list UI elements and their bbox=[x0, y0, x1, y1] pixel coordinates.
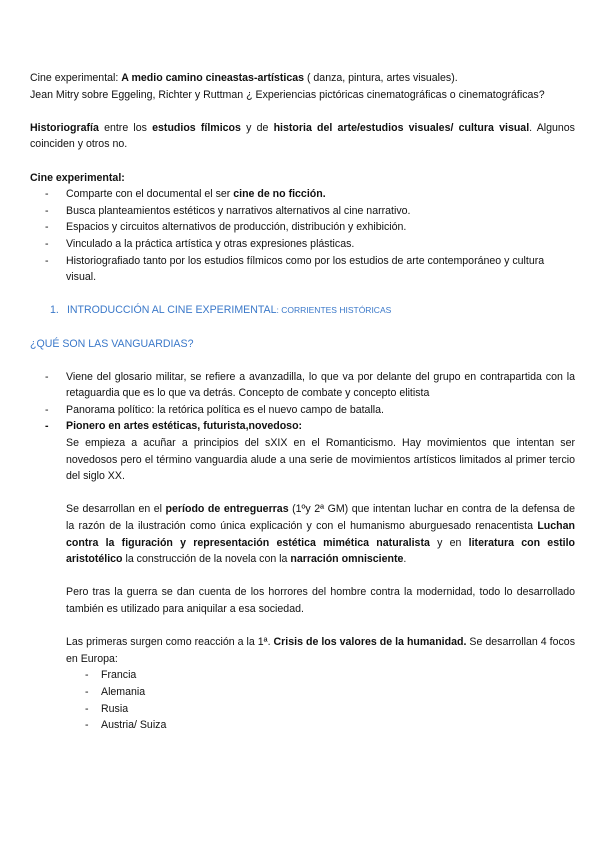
list-item: - Vinculado a la práctica artística y otras expresiones plásticas. bbox=[45, 237, 355, 250]
cine-experimental-list bbox=[30, 186, 575, 286]
list-item: - Austria/ Suiza bbox=[85, 719, 167, 732]
list-item: - Panorama político: la retórica política es el nuevo campo de batalla. bbox=[45, 403, 384, 416]
list-item: - Alemania bbox=[85, 685, 146, 698]
intro-line-2: Jean Mitry sobre Eggeling, Richter y Ruttman ¿ Experiencias pictóricas cinematográficas o cinematográficas? bbox=[30, 88, 545, 101]
document-page bbox=[30, 70, 575, 734]
vanguardias-paragraph-2: Se desarrollan en el período de entreguerras (1ºy 2ª GM) que intentan luchar en contra de la defensa de la razón de la ilustración como única explicación y con el humanismo aburguesado renacentista Luchan contra la figuración y representación estética mimética naturalista y en literatura con estilo aristotélico la construcción de la novela con la narración omnisciente. bbox=[66, 503, 575, 566]
vanguardias-heading: ¿QUÉ SON LAS VANGUARDIAS? bbox=[30, 337, 194, 350]
historiography-paragraph: Historiografía entre los estudios fílmicos y de historia del arte/estudios visuales/ cultura visual. Algunos coinciden y otros no. bbox=[30, 121, 575, 151]
focos-list bbox=[30, 667, 575, 733]
vanguardias-paragraph-3: Pero tras la guerra se dan cuenta de los horrores del hombre contra la modernidad, todo lo desarrollado también es utilizado para aniquilar a esa sociedad. bbox=[66, 586, 575, 615]
cine-experimental-heading: Cine experimental: bbox=[30, 171, 125, 184]
vanguardias-paragraph-1: Se empieza a acuñar a principios del sXIX en el Romanticismo. Hay movimientos que intentan ser novedosos pero el término vanguardia alude a una serie de movimientos artísticos limitados al primer tercio del siglo XX. bbox=[66, 437, 575, 483]
list-item: - Historiografiado tanto por los estudios fílmicos como por los estudios de arte contemporáneo y cultura visual. bbox=[45, 254, 545, 284]
intro-line-1: Cine experimental: A medio camino cineastas-artísticas ( danza, pintura, artes visuales). bbox=[30, 72, 458, 84]
list-item: - Francia bbox=[85, 669, 137, 682]
vanguardias-paragraph-4: Las primeras surgen como reacción a la 1ª. Crisis de los valores de la humanidad. Se desarrollan 4 focos en Europa: bbox=[66, 636, 575, 665]
vanguardias-list bbox=[30, 369, 575, 435]
list-item: - Viene del glosario militar, se refiere a avanzadilla, lo que va por delante del grupo en contrapartida con la retaguardia que es lo que va detrás. Concepto de combate y concepto elitista bbox=[45, 370, 575, 400]
list-item: - Comparte con el documental el ser cine de no ficción. bbox=[45, 188, 326, 201]
section-1-heading: 1. INTRODUCCIÓN AL CINE EXPERIMENTAL: CORRIENTES HISTÓRICAS bbox=[50, 304, 392, 317]
list-item: - Busca planteamientos estéticos y narrativos alternativos al cine narrativo. bbox=[45, 204, 411, 217]
list-item: - Pionero en artes estéticas, futurista,novedoso: bbox=[45, 420, 303, 433]
list-item: - Espacios y circuitos alternativos de producción, distribución y exhibición. bbox=[45, 221, 407, 234]
list-item: - Rusia bbox=[85, 702, 129, 715]
